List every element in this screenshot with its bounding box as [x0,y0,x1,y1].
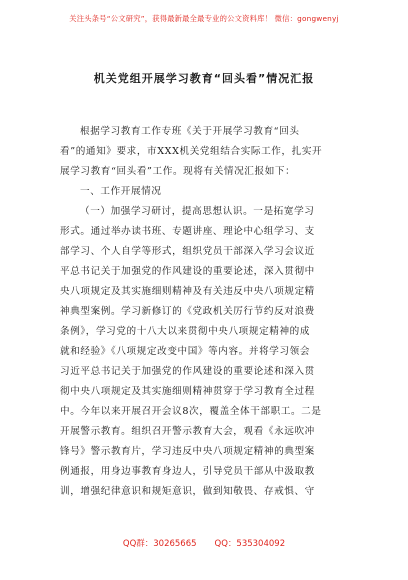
paragraph-line: 习近平总书记关于加强党的作风建设的重要论述和深入贯 [60,366,315,377]
section-heading: 一、工作开展情况 [80,186,162,197]
paragraph-line: 锋号》警示教育片，学习违反中央八项规定精神的典型案 [60,446,315,457]
paragraph-line: （一）加强学习研讨，提高思想认识。一是拓宽学习 [80,206,315,217]
paragraph-line: 央八项规定及其实施细则精神及有关违反中央八项规定精 [60,286,315,297]
document-body [60,122,352,502]
paragraph-line: 根据学习教育工作专班《关于开展学习教育“回头 [80,126,300,137]
paragraph-line: 开展警示教育。组织召开警示教育大会，观看《永远吹冲 [60,426,315,437]
contact-footer [0,537,408,549]
qq-group-number: QQ群：30265665 [122,539,197,549]
paragraph-line: 例通报，用身边事教育身边人，引导党员干部从中汲取教 [60,466,315,477]
paragraph-line: 中。今年以来开展召开会议8次，覆盖全体干部职工。二是 [60,406,322,417]
paragraph-line: 彻中央八项规定及其实施细则精神贯穿于学习教育全过程 [60,386,315,397]
paragraph-line: 平总书记关于加强党的作风建设的重要论述，深入贯彻中 [60,266,315,277]
paragraph-line: 展学习教育“回头看”工作。现将有关情况汇报如下： [60,166,296,177]
paragraph-line: 形式。通过举办读书班、专题讲座、理论中心组学习、支 [60,226,315,237]
paragraph-line: 训，增强纪律意识和规矩意识，做到知敬畏、存戒惧、守 [60,486,315,497]
qq-number: QQ：535304092 [214,539,286,549]
paragraph-line: 神典型案例。学习新修订的《党政机关厉行节约反对浪费 [60,306,315,317]
top-banner: 关注头条号“公文研究”，获得最新最全最专业的公文资料库！ 微信：gongwenyj [69,14,339,23]
paragraph-line: 部学习、个人自学等形式，组织党员干部深入学习会议近 [60,246,315,257]
paragraph-line: 看”的通知》要求，市XXX机关党组结合实际工作，扎实开 [60,146,323,157]
document-title: 机关党组开展学习教育“回头看”情况汇报 [93,72,315,85]
paragraph-line: 条例》，学习党的十八大以来贯彻中央八项规定精神的成 [60,326,311,337]
paragraph-line: 就和经验》《八项规定改变中国》等内容。并将学习领会 [60,346,311,357]
